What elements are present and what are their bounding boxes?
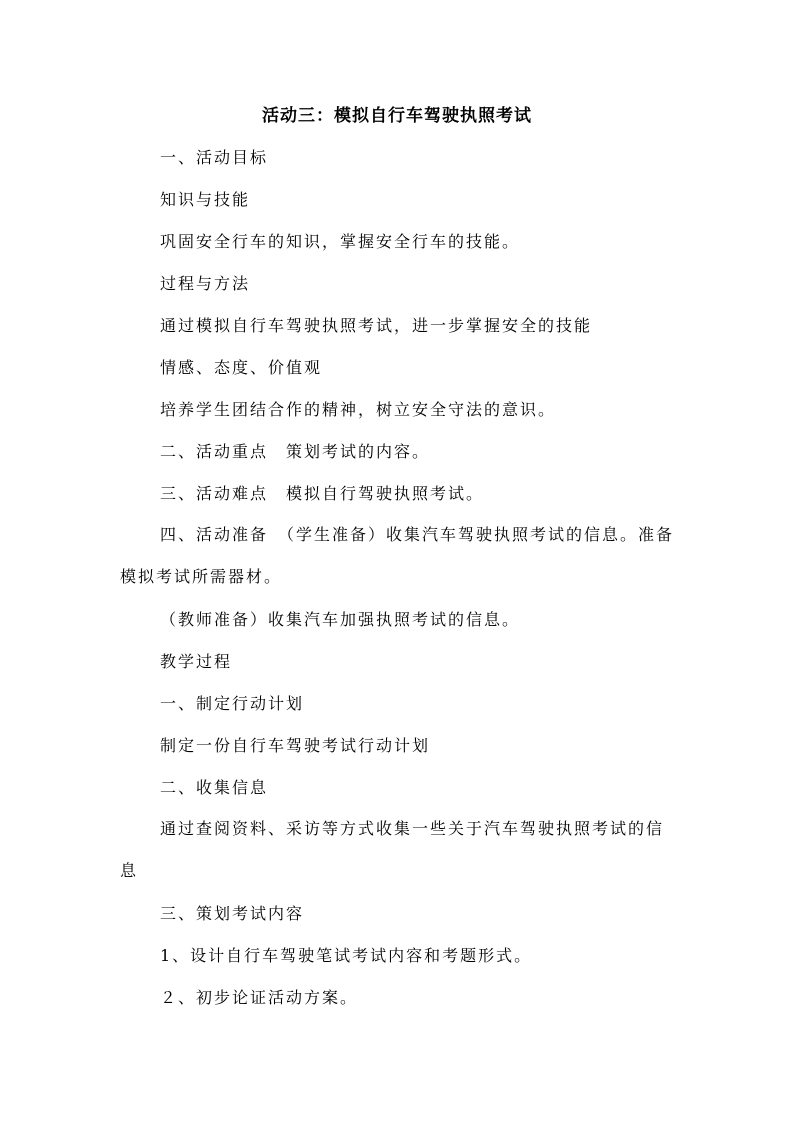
section-key-point: 二、活动重点 策划考试的内容。 <box>160 442 431 461</box>
subheading-process-method: 过程与方法 <box>160 274 251 293</box>
paragraph-process: 通过模拟自行车驾驶执照考试，进一步掌握安全的技能 <box>160 316 593 335</box>
step-collect-info: 二、收集信息 <box>160 778 269 797</box>
section-difficulty: 三、活动难点 模拟自行驾驶执照考试。 <box>160 484 485 503</box>
list-item-1: 1、设计自行车驾驶笔试考试内容和考题形式。 <box>160 946 533 965</box>
paragraph-teacher-prep: （教师准备）收集汽车加强执照考试的信息。 <box>160 610 521 629</box>
paragraph-knowledge: 巩固安全行车的知识，掌握安全行车的技能。 <box>160 232 521 251</box>
list-item-2: ２、初步论证活动方案。 <box>160 988 359 1007</box>
step-plan-content: 三、策划考试内容 <box>160 904 305 923</box>
heading-teaching-process: 教学过程 <box>160 652 233 671</box>
section-preparation <box>120 514 680 598</box>
preparation-text: 四、活动准备 （学生准备）收集汽车驾驶执照考试的信息。准备模拟考试所需器材。 <box>120 525 675 586</box>
page-title: 活动三：模拟自行车驾驶执照考试 <box>262 106 532 126</box>
section-heading-goals: 一、活动目标 <box>160 148 269 167</box>
subheading-attitude: 情感、态度、价值观 <box>160 358 323 377</box>
paragraph-attitude: 培养学生团结合作的精神，树立安全守法的意识。 <box>160 400 557 419</box>
step-make-plan: 一、制定行动计划 <box>160 694 305 713</box>
subheading-knowledge-skills: 知识与技能 <box>160 190 251 209</box>
paragraph-plan: 制定一份自行车驾驶考试行动计划 <box>160 736 431 755</box>
paragraph-collect-info <box>120 808 680 892</box>
collect-info-text: 通过查阅资料、采访等方式收集一些关于汽车驾驶执照考试的信息 <box>120 819 665 880</box>
